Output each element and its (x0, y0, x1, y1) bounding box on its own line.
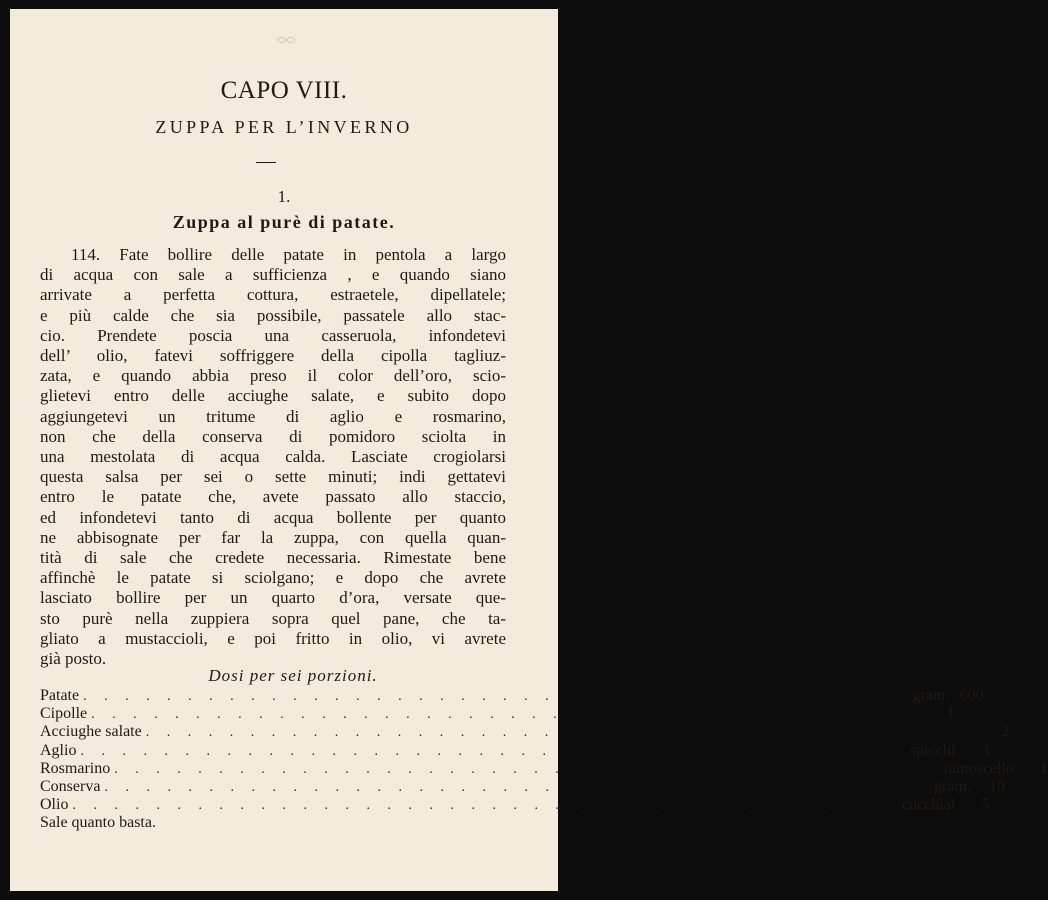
ingredient-name: Patate (40, 687, 80, 704)
ingredient-unit: ramoscello (943, 759, 1014, 777)
ingredient-name: Olio (40, 796, 69, 814)
leader-dots: . . . . . . . . . . . . . . . . . . . . . . . . . . . . . . . . . . . . . . . . (80, 743, 910, 759)
body-line: cio. Prendete poscia una casseruola, infondetevi (40, 325, 506, 345)
leader-dots: . . . . . . . . . . . . . . . . . . . . . . . . . . . . . . . . . . . . . . . . (83, 689, 913, 704)
title-divider (256, 162, 276, 163)
section-number: 1. (277, 187, 291, 206)
body-line: dell’ olio, fatevi soffriggere della cipolla tagliuz- (40, 346, 506, 366)
ingredient-name: Rosmarino (40, 759, 111, 777)
doses-title: Dosi per sei porzioni. (208, 666, 378, 685)
ingredient-name: Conserva (40, 777, 101, 795)
ingredient-list (40, 687, 1048, 833)
body-line: già posto. (40, 649, 107, 669)
ingredient-quantity: 2 (1001, 723, 1010, 741)
body-line: sto purè nella zuppiera sopra quel pane, che ta- (40, 608, 506, 628)
ingredient-name: Aglio (40, 741, 77, 759)
book-page (10, 9, 1048, 891)
ingredient-row (40, 723, 1010, 741)
leader-dots: . . . . . . . . . . . . . . . . . . . . . . . . . . . . . . . . . . . . . . . . (91, 707, 921, 723)
body-line: arrivate a perfetta cottura, estraetele, dipellatele; (40, 285, 506, 305)
recipe-title: Zuppa al purè di patate. (172, 212, 396, 232)
ingredient-name: Acciughe salate (40, 723, 142, 741)
ingredient-row (40, 741, 990, 760)
recipe-body (40, 245, 506, 669)
body-line: lasciato bollire per un quarto d’ora, versate que- (40, 588, 506, 608)
chapter-title: CAPO VIII. (220, 77, 348, 104)
leader-dots: . . . . . . . . . . . . . . . . . . . . . . . . . . . . . . . . . . . . . . . . (104, 779, 934, 795)
body-line: una mestolata di acqua calda. Lasciate crogiolarsi (40, 447, 506, 467)
body-line: 114. Fate bollire delle patate in pentola a largo (71, 245, 506, 264)
body-line: tità di sale che credete necessaria. Rimestate bene (40, 548, 506, 568)
body-line: questa salsa per sei o sette minuti; indi gettatevi (40, 467, 506, 487)
ingredient-row (40, 687, 984, 705)
body-line: ed infondetevi tanto di acqua bollente per quanto (40, 507, 506, 527)
leader-dots: . . . . . . . . . . . . . . . . . . . . . . . . . . . . . . . . . . . . . . . . (145, 725, 976, 741)
body-line: di acqua con sale a sufficienza , e quando siano (40, 265, 506, 285)
ingredient-unit: cucchiai (901, 796, 956, 814)
ingredient-row (40, 759, 1048, 778)
body-line: affinchè le patate si sciolgano; e dopo che avrete (40, 568, 506, 588)
body-line: glietevi entro delle acciughe salate, e subito dopo (40, 386, 506, 406)
ingredient-quantity: 1 (1039, 759, 1048, 777)
chapter-subtitle: ZUPPA PER L’INVERNO (155, 117, 413, 137)
leader-dots: . . . . . . . . . . . . . . . . . . . . . . . . . . . . . . . . . . . . . . . . (72, 798, 902, 814)
ingredient-quantity: 600 (959, 687, 984, 704)
body-line: zata, e quando abbia preso il color dell’oro, scio- (40, 366, 506, 386)
body-line: entro le patate che, avete passato allo staccio, (40, 487, 506, 507)
ornament-icon (276, 35, 296, 45)
body-line: e più calde che sia possibile, passatele allo stac- (40, 305, 506, 325)
ingredient-quantity: 1 (946, 705, 955, 723)
body-line: ne abbisognate per far la zuppa, con quella quan- (40, 527, 506, 547)
ingredient-name: Cipolle (40, 705, 88, 723)
leader-dots: . . . . . . . . . . . . . . . . . . . . . . . . . . . . . . . . . . . . . . . . (114, 761, 944, 777)
body-line: aggiungetevi un tritume di aglio e rosmarino, (40, 406, 506, 426)
ingredient-unit: gram. (933, 777, 971, 795)
ingredient-row (40, 777, 1005, 796)
body-line: gliato a mustaccioli, e poi fritto in olio, vi avrete (40, 628, 506, 648)
ingredient-quantity: 5 (981, 796, 990, 814)
ingredient-quantity: 10 (988, 777, 1005, 795)
ingredient-name: Sale quanto basta. (40, 814, 156, 832)
body-line: non che della conserva di pomidoro sciolta in (40, 426, 506, 446)
ingredient-quantity: 3 (981, 741, 990, 759)
ingredient-row (40, 814, 504, 832)
ingredient-unit: gram. (912, 687, 950, 704)
ingredient-unit: spicchi (909, 741, 956, 759)
ingredient-row (40, 705, 955, 723)
ingredient-row (40, 796, 990, 814)
